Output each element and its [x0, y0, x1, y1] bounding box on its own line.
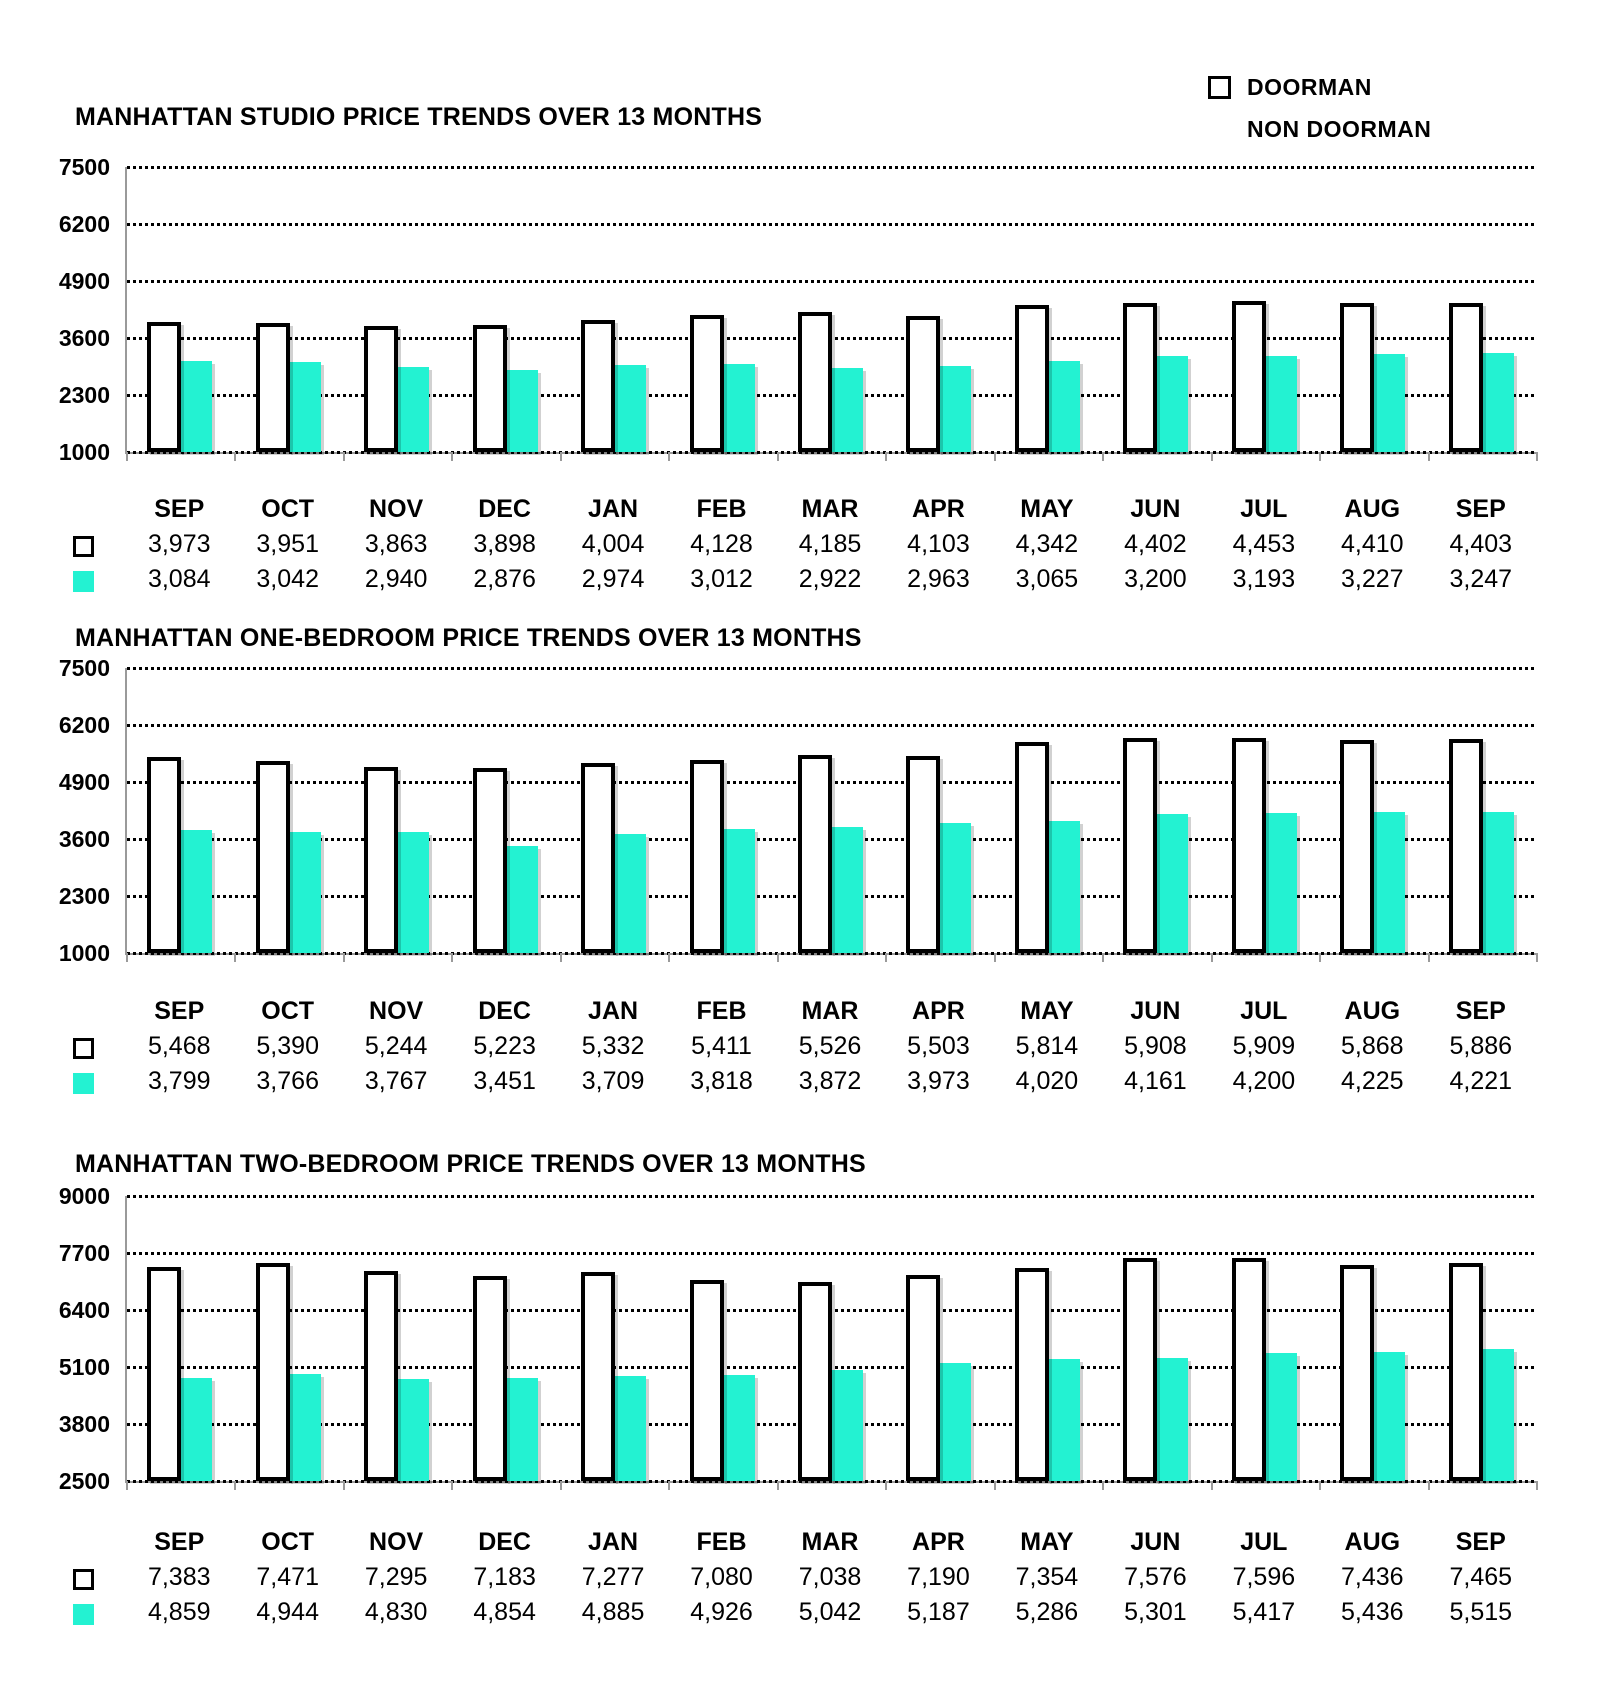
x-axis-tick: [126, 452, 128, 461]
value-cell: 3,973: [147, 530, 211, 558]
x-axis-tick: [234, 1481, 236, 1490]
y-axis-tick-label: 4900: [58, 769, 110, 795]
value-cell: 4,859: [147, 1598, 211, 1626]
y-axis-tick-label: 7500: [58, 655, 110, 681]
doorman-bar: [1232, 301, 1266, 452]
non-doorman-bar: [1264, 1353, 1297, 1481]
x-axis-tick: [560, 953, 562, 962]
value-cell: 2,876: [473, 565, 536, 593]
non-doorman-bar: [1264, 356, 1297, 452]
doorman-bar: [1123, 303, 1157, 452]
doorman-bar: [364, 326, 398, 452]
doorman-bar: [798, 1282, 832, 1481]
non-doorman-bar: [1155, 814, 1188, 953]
y-axis-tick-label: 3600: [58, 325, 110, 351]
value-cell: 3,799: [147, 1067, 211, 1095]
y-axis-tick-label: 1000: [58, 940, 110, 966]
value-cell: 3,872: [798, 1067, 862, 1095]
y-axis-tick-label: 6200: [58, 211, 110, 237]
gridline: [127, 781, 1537, 784]
x-axis-tick: [668, 953, 670, 962]
month-label: JAN: [588, 997, 639, 1025]
month-label: OCT: [261, 997, 315, 1025]
month-label-row: [125, 1526, 1535, 1561]
non-doorman-bar: [938, 1363, 971, 1481]
month-label: SEP: [154, 495, 205, 523]
gridline: [127, 1252, 1537, 1255]
value-cell: 4,103: [907, 530, 970, 558]
value-cell: 7,295: [364, 1563, 428, 1591]
plot-area: [58, 154, 1537, 465]
gridline: [127, 1309, 1537, 1312]
doorman-bar: [798, 755, 832, 953]
non-doorman-bar: [722, 1375, 755, 1481]
value-cell: 4,402: [1124, 530, 1187, 558]
doorman-value-row: [125, 1561, 1535, 1596]
month-label: JUN: [1130, 997, 1181, 1025]
y-axis-tick-label: 2300: [58, 382, 110, 408]
x-axis-tick: [1102, 1481, 1104, 1490]
x-axis-tick: [343, 953, 345, 962]
doorman-bar: [256, 323, 290, 452]
value-cell: 4,221: [1449, 1067, 1513, 1095]
doorman-bar: [690, 315, 724, 452]
non-doorman-bar: [1481, 1349, 1514, 1481]
doorman-bar: [1232, 738, 1266, 953]
y-axis-tick-label: 5100: [58, 1354, 110, 1380]
non-doorman-row-swatch-icon: [73, 1073, 94, 1094]
non-doorman-value-row: [125, 1596, 1535, 1631]
non-doorman-bar: [396, 832, 429, 953]
doorman-bar: [473, 1276, 507, 1481]
x-axis-tick: [777, 953, 779, 962]
value-cell: 5,417: [1232, 1598, 1296, 1626]
month-label: APR: [912, 495, 965, 523]
x-axis-tick: [451, 953, 453, 962]
chart-title: MANHATTAN ONE-BEDROOM PRICE TRENDS OVER 13 MONTHS: [75, 624, 862, 652]
value-cell: 3,247: [1449, 565, 1513, 593]
value-cell: 7,576: [1124, 1563, 1187, 1591]
y-axis-tick-label: 4900: [58, 268, 110, 294]
value-cell: 5,908: [1124, 1032, 1187, 1060]
value-cell: 5,526: [798, 1032, 862, 1060]
non-doorman-bar: [1372, 812, 1405, 953]
value-cell: 3,767: [364, 1067, 428, 1095]
x-axis-tick: [1319, 953, 1321, 962]
value-cell: 3,951: [256, 530, 319, 558]
value-cell: 3,200: [1124, 565, 1187, 593]
doorman-bar: [1340, 1265, 1374, 1481]
legend-item-non-doorman: [1208, 114, 1431, 144]
non-doorman-bar: [830, 1370, 863, 1481]
x-axis-tick: [1102, 452, 1104, 461]
x-axis-tick: [234, 452, 236, 461]
chart-title: MANHATTAN STUDIO PRICE TRENDS OVER 13 MONTHS: [75, 103, 763, 131]
non-doorman-bar: [613, 1376, 646, 1481]
x-axis-tick: [885, 452, 887, 461]
legend-label-non-doorman: NON DOORMAN: [1247, 115, 1432, 142]
data-table: [125, 995, 1535, 1107]
value-cell: 3,193: [1232, 565, 1296, 593]
month-label: NOV: [369, 1528, 424, 1556]
month-label: JUL: [1240, 495, 1288, 523]
non-doorman-bar: [830, 368, 863, 452]
month-label: MAY: [1020, 1528, 1074, 1556]
y-axis-tick-label: 7500: [58, 154, 110, 180]
value-cell: 3,012: [690, 565, 753, 593]
x-axis-tick: [885, 1481, 887, 1490]
doorman-bar: [1123, 1258, 1157, 1481]
non-doorman-bar: [830, 827, 863, 953]
value-cell: 2,922: [798, 565, 862, 593]
doorman-row-swatch-icon: [73, 536, 94, 557]
value-cell: 4,004: [581, 530, 645, 558]
doorman-bar: [906, 316, 940, 452]
value-cell: 3,709: [581, 1067, 645, 1095]
x-axis-tick: [1536, 953, 1538, 962]
y-axis-tick-label: 3600: [58, 826, 110, 852]
x-axis-tick: [126, 953, 128, 962]
month-label: FEB: [696, 997, 747, 1025]
value-cell: 4,161: [1124, 1067, 1187, 1095]
value-cell: 4,453: [1232, 530, 1296, 558]
value-cell: 4,410: [1341, 530, 1404, 558]
doorman-bar: [1340, 740, 1374, 953]
x-axis-tick: [1211, 953, 1213, 962]
value-cell: 3,084: [147, 565, 211, 593]
month-label: FEB: [696, 1528, 747, 1556]
value-cell: 5,909: [1232, 1032, 1296, 1060]
y-axis-tick-label: 1000: [58, 439, 110, 465]
doorman-bar: [1015, 1268, 1049, 1481]
doorman-bar: [364, 767, 398, 953]
x-axis-tick: [560, 1481, 562, 1490]
x-axis-tick: [560, 452, 562, 461]
value-cell: 5,436: [1341, 1598, 1404, 1626]
month-label: OCT: [261, 1528, 315, 1556]
doorman-value-row: [125, 1030, 1535, 1065]
value-cell: 7,465: [1449, 1563, 1513, 1591]
non-doorman-bar: [288, 1374, 321, 1481]
month-label: JUL: [1240, 1528, 1288, 1556]
value-cell: 7,190: [907, 1563, 970, 1591]
month-label: MAY: [1020, 495, 1074, 523]
non-doorman-bar: [288, 832, 321, 953]
non-doorman-bar: [1155, 356, 1188, 452]
non-doorman-bar: [722, 364, 755, 452]
value-cell: 4,128: [690, 530, 753, 558]
month-label: DEC: [478, 1528, 531, 1556]
value-cell: 5,332: [581, 1032, 645, 1060]
y-axis-tick-label: 2300: [58, 883, 110, 909]
value-cell: 4,225: [1341, 1067, 1404, 1095]
gridline: [127, 667, 1537, 670]
non-doorman-value-row: [125, 563, 1535, 598]
x-axis-tick: [343, 452, 345, 461]
legend-label-doorman: DOORMAN: [1247, 73, 1372, 100]
value-cell: 7,277: [581, 1563, 645, 1591]
doorman-bar: [1449, 303, 1483, 452]
non-doorman-row-swatch-icon: [73, 1604, 94, 1625]
value-cell: 7,038: [798, 1563, 862, 1591]
x-axis-tick: [451, 452, 453, 461]
non-doorman-bar: [1481, 353, 1514, 452]
non-doorman-bar: [1047, 1359, 1080, 1481]
y-axis-tick-label: 7700: [58, 1240, 110, 1266]
non-doorman-bar: [396, 367, 429, 452]
value-cell: 7,383: [147, 1563, 211, 1591]
x-axis-tick: [1211, 452, 1213, 461]
value-cell: 5,814: [1015, 1032, 1079, 1060]
doorman-bar: [256, 761, 290, 953]
x-axis-tick: [1102, 953, 1104, 962]
value-cell: 7,080: [690, 1563, 753, 1591]
month-label: APR: [912, 1528, 965, 1556]
value-cell: 5,468: [147, 1032, 211, 1060]
month-label: JAN: [588, 1528, 639, 1556]
value-cell: 3,863: [364, 530, 428, 558]
non-doorman-bar: [1047, 821, 1080, 953]
value-cell: 3,227: [1341, 565, 1404, 593]
non-doorman-bar: [505, 370, 538, 452]
month-label-row: [125, 493, 1535, 528]
gridline: [127, 1195, 1537, 1198]
non-doorman-bar: [938, 366, 971, 452]
value-cell: 4,403: [1449, 530, 1513, 558]
plot-area: [58, 1183, 1537, 1494]
month-label: MAY: [1020, 997, 1074, 1025]
x-axis-tick: [234, 953, 236, 962]
month-label: JUN: [1130, 1528, 1181, 1556]
doorman-value-row: [125, 528, 1535, 563]
non-doorman-bar: [1047, 361, 1080, 452]
month-label: JAN: [588, 495, 639, 523]
non-doorman-bar: [179, 361, 212, 452]
month-label: APR: [912, 997, 965, 1025]
month-label: AUG: [1344, 997, 1401, 1025]
month-label: OCT: [261, 495, 315, 523]
plot-area: [58, 655, 1537, 966]
value-cell: 5,244: [364, 1032, 428, 1060]
x-axis-tick: [994, 1481, 996, 1490]
data-table: [125, 493, 1535, 605]
doorman-bar: [690, 1280, 724, 1481]
doorman-bar: [256, 1263, 290, 1481]
doorman-bar: [1449, 1263, 1483, 1481]
gridline: [127, 724, 1537, 727]
value-cell: 7,354: [1015, 1563, 1079, 1591]
non-doorman-bar: [722, 829, 755, 953]
non-doorman-bar: [179, 830, 212, 953]
doorman-row-swatch-icon: [73, 1038, 94, 1059]
month-label: NOV: [369, 495, 424, 523]
x-axis-tick: [1211, 1481, 1213, 1490]
doorman-bar: [690, 760, 724, 953]
month-label: NOV: [369, 997, 424, 1025]
chart-title: MANHATTAN TWO-BEDROOM PRICE TRENDS OVER 13 MONTHS: [75, 1150, 866, 1178]
y-axis-tick-label: 3800: [58, 1411, 110, 1437]
value-cell: 7,471: [256, 1563, 319, 1591]
doorman-bar: [1449, 739, 1483, 953]
value-cell: 4,830: [364, 1598, 428, 1626]
doorman-bar: [147, 1267, 181, 1481]
value-cell: 3,766: [256, 1067, 319, 1095]
x-axis-tick: [994, 452, 996, 461]
month-label: MAR: [801, 997, 859, 1025]
non-doorman-bar: [396, 1379, 429, 1481]
value-cell: 3,042: [256, 565, 319, 593]
y-axis-tick-label: 9000: [58, 1183, 110, 1209]
gridline: [127, 337, 1537, 340]
x-axis-tick: [1536, 452, 1538, 461]
value-cell: 2,974: [581, 565, 645, 593]
value-cell: 7,436: [1341, 1563, 1404, 1591]
x-axis-tick: [1319, 452, 1321, 461]
x-axis-tick: [1428, 452, 1430, 461]
month-label: AUG: [1344, 1528, 1401, 1556]
legend-item-doorman: [1208, 72, 1431, 102]
doorman-bar: [581, 763, 615, 953]
month-label: SEP: [154, 997, 205, 1025]
doorman-bar: [147, 757, 181, 953]
value-cell: 3,973: [907, 1067, 970, 1095]
value-cell: 3,451: [473, 1067, 536, 1095]
month-label: SEP: [1455, 495, 1506, 523]
doorman-bar: [473, 325, 507, 452]
month-label: FEB: [696, 495, 747, 523]
doorman-bar: [798, 312, 832, 452]
x-axis-tick: [126, 1481, 128, 1490]
value-cell: 5,042: [798, 1598, 862, 1626]
doorman-bar: [1015, 305, 1049, 452]
data-table: [125, 1526, 1535, 1638]
value-cell: 4,342: [1015, 530, 1079, 558]
doorman-bar: [581, 320, 615, 452]
gridline: [127, 1366, 1537, 1369]
non-doorman-bar: [288, 362, 321, 452]
non-doorman-value-row: [125, 1065, 1535, 1100]
month-label: DEC: [478, 495, 531, 523]
non-doorman-bar: [1155, 1358, 1188, 1481]
x-axis-tick: [451, 1481, 453, 1490]
non-doorman-bar: [938, 823, 971, 953]
gridline: [127, 223, 1537, 226]
value-cell: 5,515: [1449, 1598, 1513, 1626]
doorman-bar: [147, 322, 181, 452]
doorman-bar: [1340, 303, 1374, 453]
month-label: SEP: [1455, 1528, 1506, 1556]
value-cell: 4,854: [473, 1598, 536, 1626]
legend: [1208, 72, 1431, 156]
value-cell: 5,301: [1124, 1598, 1187, 1626]
x-axis-tick: [1428, 953, 1430, 962]
y-axis-tick-label: 6200: [58, 712, 110, 738]
gridline: [127, 280, 1537, 283]
doorman-bar: [473, 768, 507, 953]
non-doorman-bar: [613, 834, 646, 953]
value-cell: 5,886: [1449, 1032, 1513, 1060]
value-cell: 5,187: [907, 1598, 970, 1626]
value-cell: 4,020: [1015, 1067, 1079, 1095]
doorman-row-swatch-icon: [73, 1569, 94, 1590]
x-axis-tick: [885, 953, 887, 962]
month-label-row: [125, 995, 1535, 1030]
non-doorman-bar: [505, 846, 538, 953]
non-doorman-bar: [1372, 1352, 1405, 1481]
value-cell: 3,065: [1015, 565, 1079, 593]
gridline: [127, 166, 1537, 169]
x-axis-tick: [1319, 1481, 1321, 1490]
value-cell: 5,286: [1015, 1598, 1079, 1626]
doorman-swatch-icon: [1208, 76, 1231, 99]
non-doorman-bar: [179, 1378, 212, 1481]
non-doorman-row-swatch-icon: [73, 571, 94, 592]
x-axis-tick: [668, 1481, 670, 1490]
x-axis-tick: [1428, 1481, 1430, 1490]
doorman-bar: [906, 1275, 940, 1481]
value-cell: 4,885: [581, 1598, 645, 1626]
month-label: SEP: [1455, 997, 1506, 1025]
month-label: JUL: [1240, 997, 1288, 1025]
non-doorman-bar: [1481, 812, 1514, 953]
x-axis-tick: [1536, 1481, 1538, 1490]
month-label: DEC: [478, 997, 531, 1025]
month-label: MAR: [801, 1528, 859, 1556]
x-axis-tick: [668, 452, 670, 461]
value-cell: 5,868: [1341, 1032, 1404, 1060]
doorman-bar: [1123, 738, 1157, 953]
y-axis-tick-label: 2500: [58, 1468, 110, 1494]
x-axis-tick: [994, 953, 996, 962]
value-cell: 5,390: [256, 1032, 319, 1060]
value-cell: 4,926: [690, 1598, 753, 1626]
value-cell: 3,818: [690, 1067, 753, 1095]
value-cell: 2,940: [364, 565, 428, 593]
non-doorman-bar: [1264, 813, 1297, 953]
month-label: JUN: [1130, 495, 1181, 523]
y-axis-tick-label: 6400: [58, 1297, 110, 1323]
non-doorman-bar: [505, 1378, 538, 1481]
month-label: SEP: [154, 1528, 205, 1556]
doorman-bar: [364, 1271, 398, 1481]
doorman-bar: [581, 1272, 615, 1481]
x-axis-tick: [343, 1481, 345, 1490]
value-cell: 7,596: [1232, 1563, 1296, 1591]
value-cell: 7,183: [473, 1563, 536, 1591]
doorman-bar: [906, 756, 940, 953]
value-cell: 4,944: [256, 1598, 319, 1626]
non-doorman-bar: [613, 365, 646, 452]
value-cell: 5,411: [691, 1032, 752, 1060]
non-doorman-swatch-icon: [1208, 118, 1231, 141]
doorman-bar: [1232, 1258, 1266, 1481]
value-cell: 5,223: [473, 1032, 536, 1060]
x-axis-tick: [777, 452, 779, 461]
value-cell: 4,185: [798, 530, 862, 558]
doorman-bar: [1015, 742, 1049, 953]
month-label: AUG: [1344, 495, 1401, 523]
value-cell: 2,963: [907, 565, 970, 593]
x-axis-tick: [777, 1481, 779, 1490]
value-cell: 5,503: [907, 1032, 970, 1060]
value-cell: 3,898: [473, 530, 536, 558]
month-label: MAR: [801, 495, 859, 523]
value-cell: 4,200: [1232, 1067, 1296, 1095]
non-doorman-bar: [1372, 354, 1405, 452]
